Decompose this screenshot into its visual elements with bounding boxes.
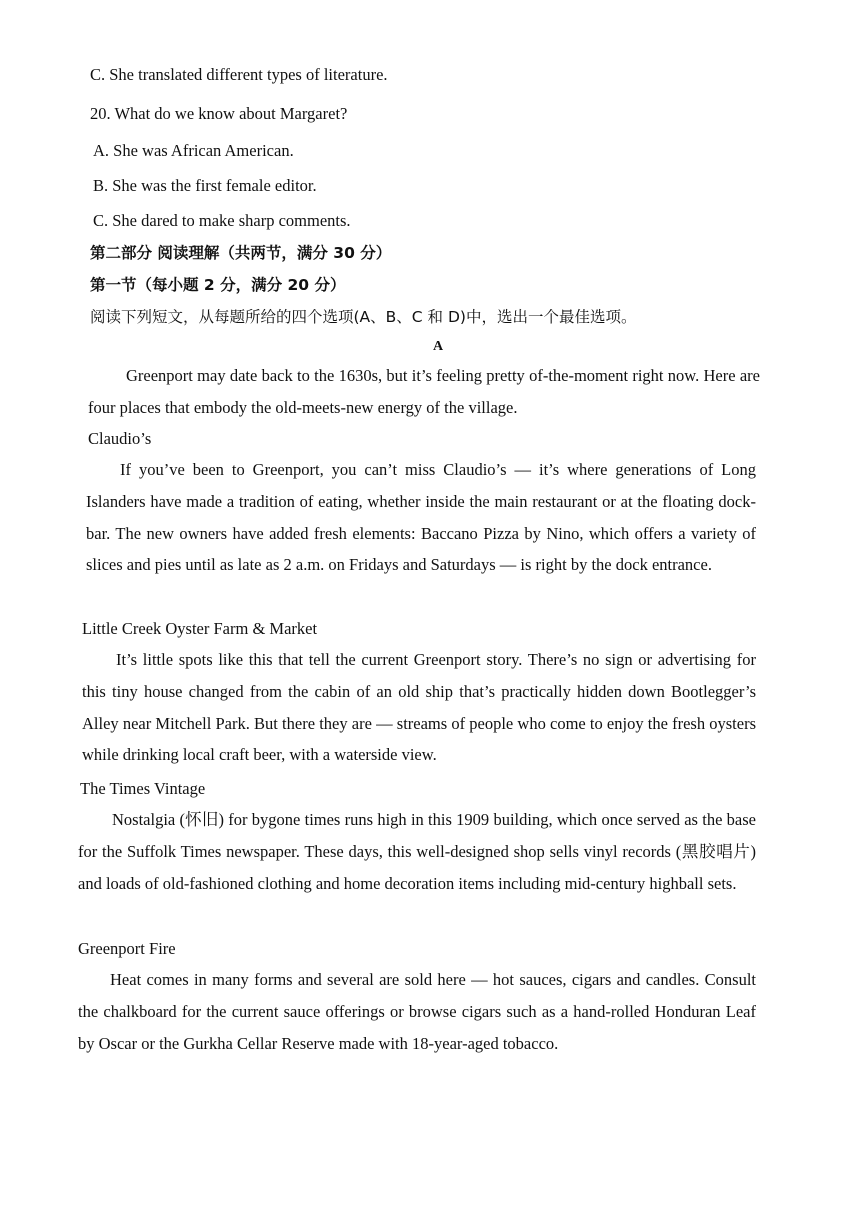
place-text-greenport-fire: Heat comes in many forms and several are sold here — hot sauces, cigars and candles. Consult the chalkboard for the current sauce offerings or browse cigars such as a hand-rolled Honduran Leaf by Oscar or the Gurkha Cellar Reserve made with 18-year-aged tobacco. bbox=[78, 970, 756, 1053]
reading-instruction: 阅读下列短文，从每题所给的四个选项(A、B、C 和 D)中，选出一个最佳选项。 bbox=[90, 308, 637, 326]
passage-intro: Greenport may date back to the 1630s, but it’s feeling pretty of-the-moment right now. Here are four places that embody the old-meets-new energy of the village. bbox=[88, 366, 760, 417]
section-one-title: 第一节（每小题 2 分，满分 20 分） bbox=[90, 276, 346, 294]
place-text-little-creek: It’s little spots like this that tell the current Greenport story. There’s no sign or advertising for this tiny house changed from the cabin of an old ship that’s practically hidden down Bootlegger’s Alley near Mitchell Park. But there they are — streams of people who come to enjoy the fresh oysters while drinking local craft beer, with a waterside view. bbox=[82, 650, 756, 765]
place-heading-claudios: Claudio’s bbox=[88, 429, 152, 448]
q19-option-c: C. She translated different types of literature. bbox=[90, 65, 388, 84]
q20-option-a: A. She was African American. bbox=[93, 141, 294, 160]
place-heading-little-creek: Little Creek Oyster Farm & Market bbox=[82, 619, 318, 638]
q20-option-c: C. She dared to make sharp comments. bbox=[93, 211, 351, 230]
place-heading-times-vintage: The Times Vintage bbox=[80, 779, 206, 798]
place-text-times-vintage: Nostalgia (怀旧) for bygone times runs high in this 1909 building, which once served as the base for the Suffolk Times newspaper. These days, this well-designed shop sells vinyl records (黑胶唱片) and loads of old-fashioned clothing and home decoration items including mid-century highball sets. bbox=[78, 810, 756, 893]
passage-label: A bbox=[432, 339, 444, 354]
place-heading-greenport-fire: Greenport Fire bbox=[78, 939, 176, 958]
place-text-claudios: If you’ve been to Greenport, you can’t miss Claudio’s — it’s where generations of Long Islanders have made a tradition of eating, whether inside the main restaurant or at the floating dock-bar. The new owners have added fresh elements: Baccano Pizza by Nino, which offers a variety of slices and pies until as late as 2 a.m. on Fridays and Saturdays — is right by the dock entrance. bbox=[86, 460, 756, 575]
q20-stem: 20. What do we know about Margaret? bbox=[90, 104, 348, 123]
q20-option-b: B. She was the first female editor. bbox=[93, 176, 317, 195]
part-two-title: 第二部分 阅读理解（共两节，满分 30 分） bbox=[90, 244, 392, 262]
